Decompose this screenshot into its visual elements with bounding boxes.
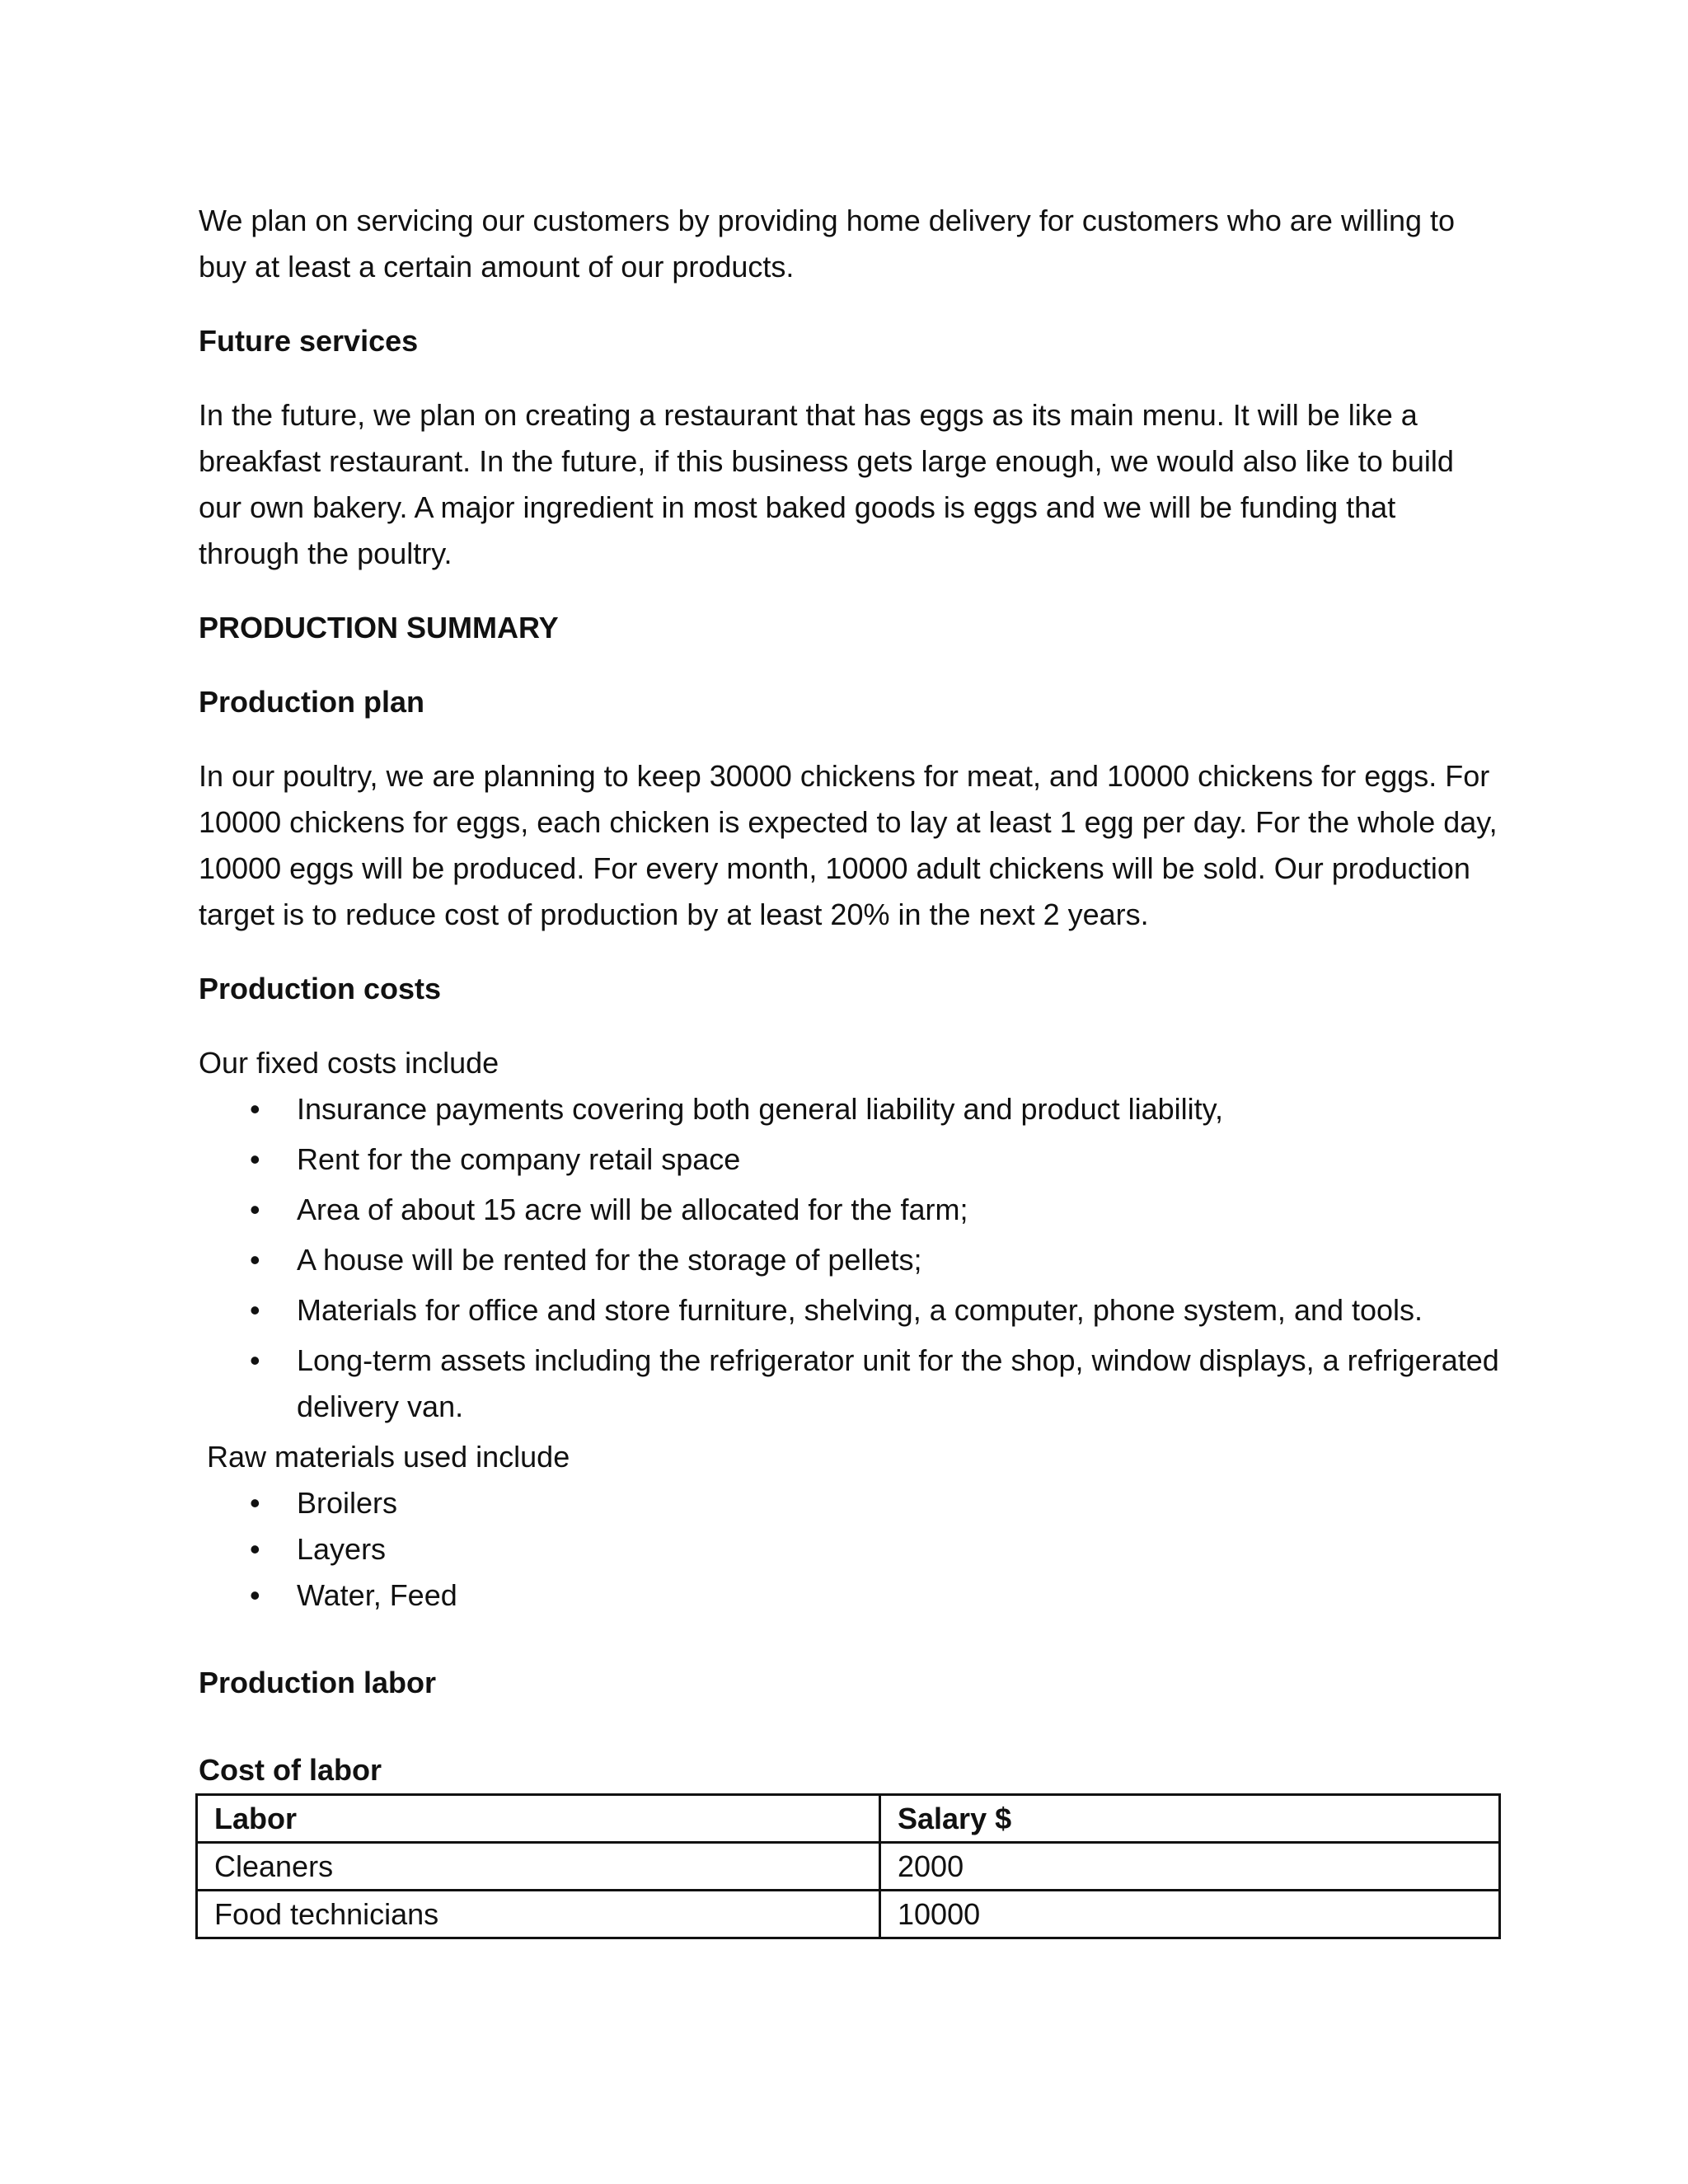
table-cell-labor: Food technicians [197,1891,880,1938]
table-cell-labor: Cleaners [197,1843,880,1891]
production-labor-heading: Production labor [199,1666,436,1699]
cost-of-labor-heading: Cost of labor [199,1753,382,1787]
bullet-icon: • [250,1142,260,1176]
list-item [199,1237,1501,1283]
table-row [197,1843,1500,1891]
list-item-text: Rent for the company retail space [297,1142,741,1176]
bullet-icon: • [250,1578,260,1612]
bullet-icon: • [250,1193,260,1226]
list-item [199,1526,1501,1572]
list-item [199,1338,1501,1430]
column-header-labor: Labor [197,1795,880,1843]
table-header-row [197,1795,1500,1843]
cost-of-labor-table [195,1793,1501,1939]
column-header-salary: Salary $ [880,1795,1500,1843]
production-costs-heading: Production costs [199,972,442,1005]
list-item-text: Materials for office and store furniture, shelving, a computer, phone system, and tools. [297,1293,1423,1327]
list-item [199,1137,1501,1183]
list-item-text: Long-term assets including the refrigerator unit for the shop, window displays, a refrigerated delivery van. [297,1343,1499,1423]
production-plan-paragraph: In our poultry, we are planning to keep 30000 chickens for meat, and 10000 chickens for eggs. For 10000 chickens for eggs, each chicken is expected to lay at least 1 egg per day. For the whole day, 10000 eggs will be produced. For every month, 10000 adult chickens will be sold. Our production target is to reduce cost of production by at least 20% in the next 2 years. [199,759,1498,931]
bullet-icon: • [250,1293,260,1327]
list-item [199,1086,1501,1132]
bullet-icon: • [250,1532,260,1566]
fixed-costs-list [199,1086,1501,1430]
fixed-costs-intro: Our fixed costs include [199,1046,499,1080]
raw-materials-intro: Raw materials used include [207,1440,570,1474]
future-services-paragraph: In the future, we plan on creating a restaurant that has eggs as its main menu. It will be like a breakfast restaurant. In the future, if this business gets large enough, we would also like to build our own bakery. A major ingredient in most baked goods is eggs and we will be funding that through the poultry. [199,398,1454,570]
intro-paragraph: We plan on servicing our customers by providing home delivery for customers who are willing to buy at least a certain amount of our products. [199,204,1456,284]
table-cell-salary: 2000 [880,1843,1500,1891]
bullet-icon: • [250,1243,260,1277]
list-item-text: Layers [297,1532,387,1566]
list-item-text: A house will be rented for the storage of pellets; [297,1243,922,1277]
list-item [199,1187,1501,1233]
list-item-text: Insurance payments covering both general liability and product liability, [297,1092,1223,1126]
table-row [197,1891,1500,1938]
production-plan-heading: Production plan [199,685,424,719]
production-summary-heading: PRODUCTION SUMMARY [199,611,559,644]
raw-materials-list [199,1480,1501,1619]
list-item [199,1572,1501,1619]
bullet-icon: • [250,1343,260,1377]
table-cell-salary: 10000 [880,1891,1500,1938]
bullet-icon: • [250,1486,260,1520]
page-content [199,198,1501,1939]
list-item-text: Broilers [297,1486,398,1520]
list-item [199,1287,1501,1333]
future-services-heading: Future services [199,324,419,358]
bullet-icon: • [250,1092,260,1126]
list-item [199,1480,1501,1526]
list-item-text: Area of about 15 acre will be allocated for the farm; [297,1193,968,1226]
list-item-text: Water, Feed [297,1578,457,1612]
